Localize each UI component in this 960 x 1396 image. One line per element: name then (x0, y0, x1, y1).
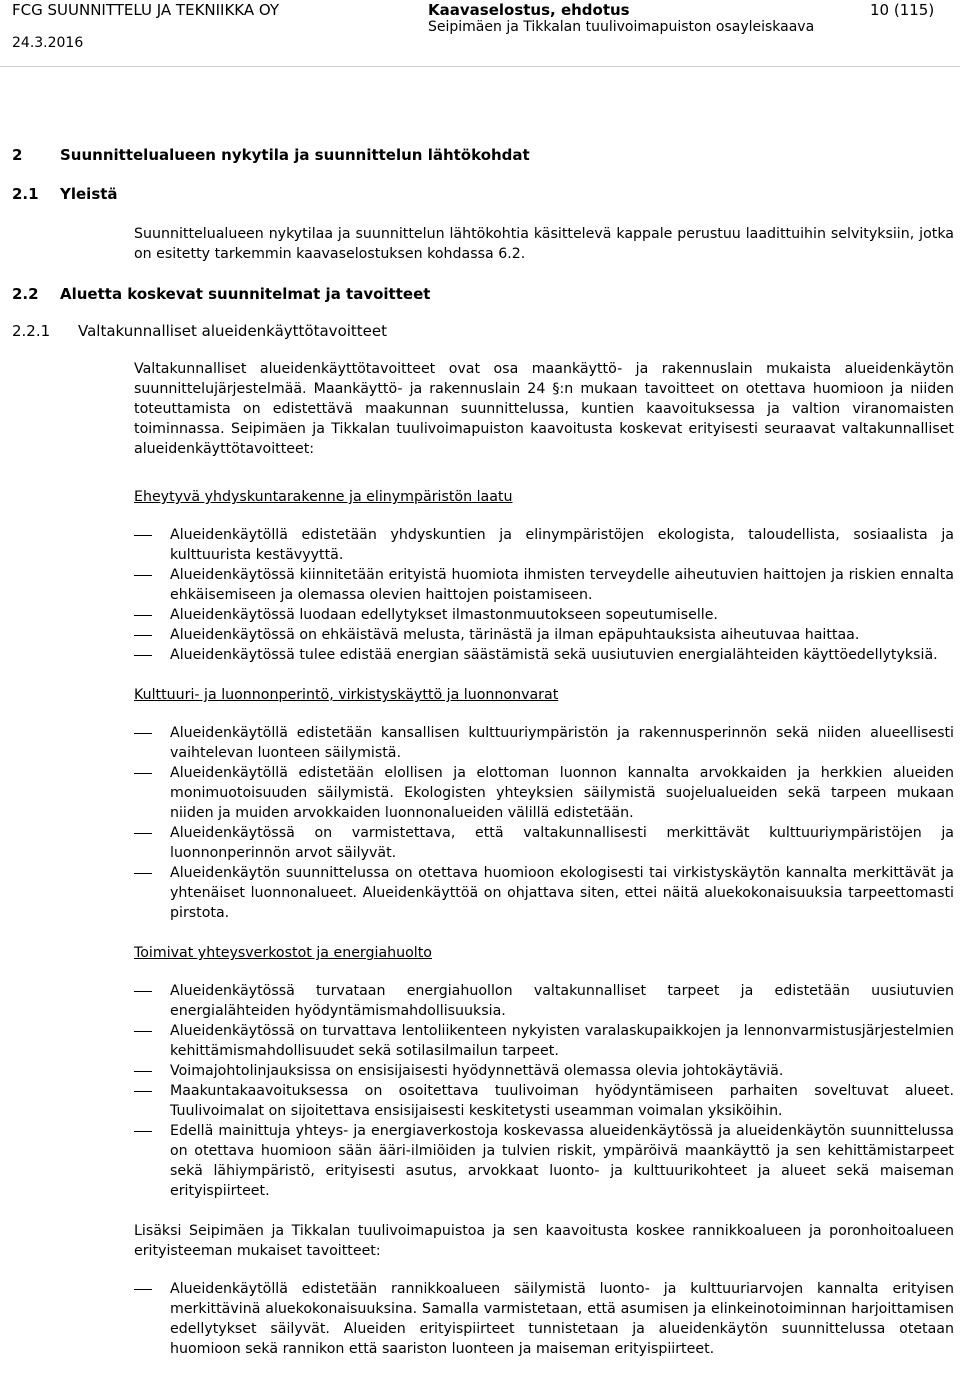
heading-text: Aluetta koskevat suunnitelmat ja tavoitteet (60, 285, 431, 303)
outro-paragraph: Lisäksi Seipimäen ja Tikkalan tuulivoimapuistoa ja sen kaavoitusta koskee rannikkoalueen ja poronhoitoalueen erityisteeman mukaiset tavoitteet: (134, 1223, 954, 1259)
page-header (0, 0, 960, 67)
list-item: Alueidenkäytössä kiinnitetään erityistä huomiota ihmisten terveydelle aiheutuvien haittojen ja riskien ennalta ehkäisemiseen ja olemassa olevien haittojen poistamiseen. (134, 565, 954, 605)
list-item: Alueidenkäytössä turvataan energiahuollon valtakunnalliset tarpeet ja edistetään uusiutuvien energialähteiden hyödyntämismahdollisuuksia. (134, 981, 954, 1021)
list-item: Alueidenkäytössä on varmistettava, että valtakunnallisesti merkittävät kulttuuriympäristöjen ja luonnonperinnön arvot säilyvät. (134, 823, 954, 863)
section-list (134, 981, 954, 1201)
document-body (134, 224, 954, 1359)
list-item: Voimajohtolinjauksissa on ensisijaisesti hyödynnettävä olemassa olevia johtokäytäviä. (134, 1061, 954, 1081)
section-title: Toimivat yhteysverkostot ja energiahuolto (134, 945, 432, 961)
heading-level-1 (12, 146, 530, 164)
section-list (134, 723, 954, 923)
document-title: Kaavaselostus, ehdotus (428, 1, 630, 19)
page-number: 10 (115) (870, 1, 935, 19)
outro-list (134, 1279, 954, 1359)
section-list (134, 525, 954, 665)
list-item: Alueidenkäytössä on ehkäistävä melusta, tärinästä ja ilman epäpuhtauksista aiheutuvaa haittaa. (134, 625, 954, 645)
list-item: Alueidenkäytöllä edistetään elollisen ja elottoman luonnon kannalta arvokkaiden ja herkkien alueiden monimuotoisuuden säilymistä. Ekologisten yhteyksien säilymistä suojelualueiden sekä tarpeen mukaan niiden ja muiden arvokkaiden luonnonalueiden välillä edistetään. (134, 763, 954, 823)
list-item: Maakuntakaavoituksessa on osoitettava tuulivoiman hyödyntämiseen parhaiten soveltuvat alueet. Tuulivoimalat on sijoitettava ensisijaisesti keskitetysti useamman voimalan yksiköihin. (134, 1081, 954, 1121)
list-item: Alueidenkäytöllä edistetään rannikkoalueen säilymistä luonto- ja kulttuuriarvojen kannalta erityisen merkittävinä aluekokonaisuuksina. Samalla varmistetaan, että asumisen ja elinkeinotoiminnan harjoittamisen edellytykset säilyvät. Alueiden erityispiirteet tunnistetaan ja alueidenkäytön suunnittelussa otetaan huomioon sekä rannikon että saariston luonteen ja maiseman erityispiirteet. (134, 1279, 954, 1359)
heading-yleista (12, 185, 118, 203)
company-name: FCG SUUNNITTELU JA TEKNIIKKA OY (12, 1, 280, 19)
heading-text: Valtakunnalliset alueidenkäyttötavoitteet (78, 322, 388, 340)
list-item: Alueidenkäytön suunnittelussa on otettava huomioon ekologisesti tai virkistyskäytön kannalta merkittävät ja yhtenäiset luonnonalueet. Alueidenkäyttöä on ohjattava siten, ettei näitä aluekokonaisuuksia tarpeettomasti pirstota. (134, 863, 954, 923)
heading-number: 2 (12, 146, 23, 164)
list-item: Alueidenkäytössä luodaan edellytykset ilmastonmuutokseen sopeutumiselle. (134, 605, 954, 625)
section-title: Eheytyvä yhdyskuntarakenne ja elinympäristön laatu (134, 489, 513, 505)
vat-paragraph: Valtakunnalliset alueidenkäyttötavoitteet ovat osa maankäyttö- ja rakennuslain mukaista alueidenkäytön suunnittelujärjestelmää. Maankäyttö- ja rakennuslain 24 §:n mukaan tavoitteet on otettava huomioon ja niiden toteuttamista on edistettävä maakunnan suunnittelussa, kuntien kaavoituksessa ja valtion viranomaisten toiminnassa. Seipimäen ja Tikkalan tuulivoimapuiston kaavoitusta koskevat erityisesti seuraavat valtakunnalliset alueidenkäyttötavoitteet: (134, 361, 954, 457)
heading-text: Yleistä (60, 185, 118, 203)
list-item: Alueidenkäytössä on turvattava lentoliikenteen nykyisten varalaskupaikkojen ja lennonvarmistusjärjestelmien kehittämismahdollisuudet sekä sotilasilmailun tarpeet. (134, 1021, 954, 1061)
document-date: 24.3.2016 (12, 35, 84, 51)
heading-number: 2.2 (12, 285, 39, 303)
list-item: Alueidenkäytöllä edistetään kansallisen kulttuuriympäristön ja rakennusperinnön sekä niiden alueellisesti vaihtelevan luonteen säilymistä. (134, 723, 954, 763)
section-title: Kulttuuri- ja luonnonperintö, virkistyskäyttö ja luonnonvarat (134, 687, 559, 703)
list-item: Edellä mainittuja yhteys- ja energiaverkostoja koskevassa alueidenkäytössä ja alueidenkäytön suunnittelussa on otettava huomioon sään ääri-ilmiöiden ja tulvien riskit, ympäröivä maankäyttö ja sen kehittämistarpeet sekä lähiympäristö, erityisesti asutus, arvokkaat luonto- ja kulttuurikohteet ja alueet sekä maiseman erityispiirteet. (134, 1121, 954, 1201)
heading-number: 2.1 (12, 185, 39, 203)
heading-text: Suunnittelualueen nykytila ja suunnittelun lähtökohdat (60, 146, 530, 164)
list-item: Alueidenkäytöllä edistetään yhdyskuntien ja elinympäristöjen ekologista, taloudellista, sosiaalista ja kulttuurista kestävyyttä. (134, 525, 954, 565)
heading-number: 2.2.1 (12, 322, 51, 340)
intro-paragraph: Suunnittelualueen nykytilaa ja suunnittelun lähtökohtia käsittelevä kappale perustuu laadittuihin selvityksiin, jotka on esitetty tarkemmin kaavaselostuksen kohdassa 6.2. (134, 226, 954, 262)
document-subtitle: Seipimäen ja Tikkalan tuulivoimapuiston osayleiskaava (428, 19, 815, 35)
list-item: Alueidenkäytössä tulee edistää energian säästämistä sekä uusiutuvien energialähteiden käyttöedellytyksiä. (134, 645, 954, 665)
